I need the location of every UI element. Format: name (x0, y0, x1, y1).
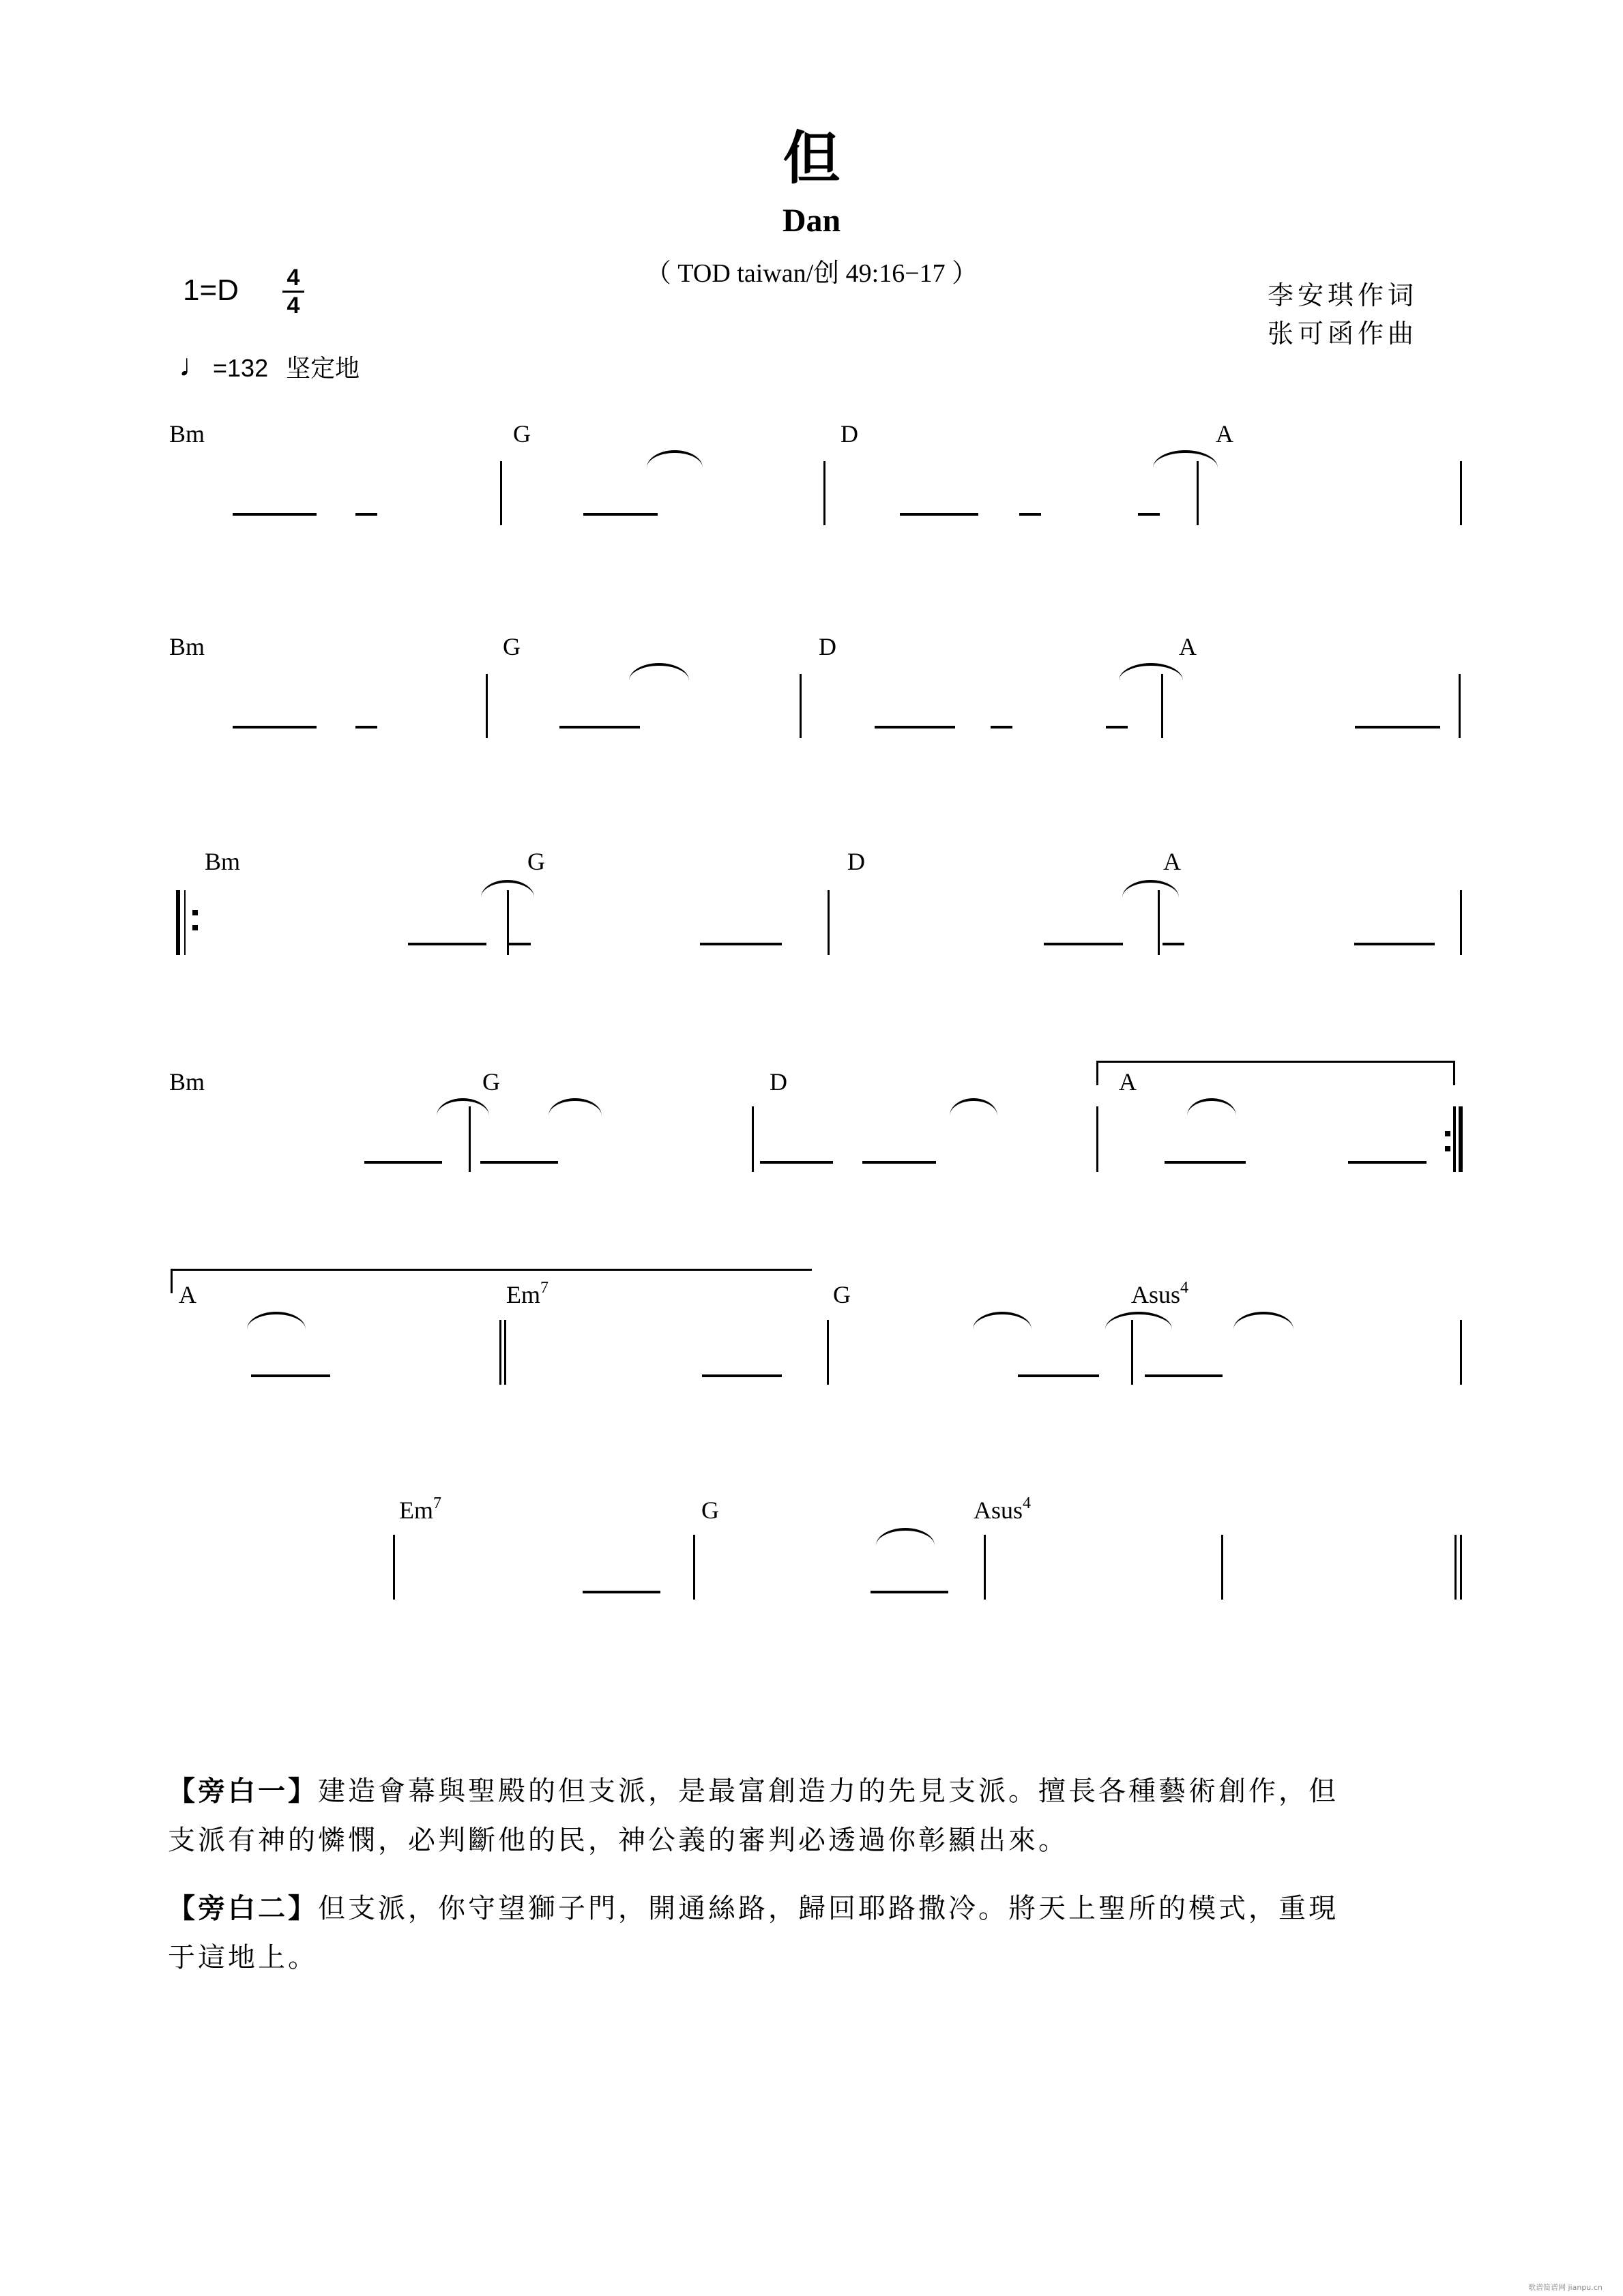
repeat-end-thin (1454, 1106, 1456, 1172)
chord-symbol: G (482, 1068, 500, 1095)
tie-slur (1122, 880, 1179, 898)
barline (827, 1320, 829, 1385)
eighth-beam (355, 726, 377, 728)
tie-slur (973, 1312, 1032, 1329)
barline (984, 1535, 986, 1600)
eighth-beam (583, 1591, 660, 1593)
eighth-beam (509, 943, 531, 945)
eighth-beam (364, 1161, 442, 1164)
tie-slur (1233, 1312, 1293, 1329)
barline (486, 674, 488, 738)
final-barline (1454, 1535, 1457, 1600)
tie-slur (876, 1528, 935, 1546)
eighth-beam (862, 1161, 936, 1164)
repeat-dot (192, 910, 198, 915)
barline (393, 1535, 395, 1600)
chord-symbol: A (1216, 420, 1233, 447)
lyricist-credit: 李安琪作词 (1268, 280, 1418, 310)
chord-symbol: G (503, 633, 521, 660)
chord-symbol: D (819, 633, 836, 660)
eighth-beam (1165, 1161, 1246, 1164)
repeat-end-thick (1459, 1106, 1463, 1172)
chord-symbol: G (527, 848, 545, 875)
narration-1-text: 建造會幕與聖殿的但支派，是最富創造力的先見支派。擅長各種藝術創作，但 (318, 1776, 1339, 1807)
eighth-beam (1138, 513, 1160, 516)
repeat-start-thin (184, 890, 186, 955)
volta-bracket (171, 1269, 812, 1271)
tie-slur (1105, 1312, 1172, 1329)
barline (1131, 1320, 1133, 1385)
tempo-bpm: =132 (213, 354, 269, 382)
chord-symbol: D (840, 420, 858, 447)
tie-slur (1153, 450, 1218, 468)
barline (823, 461, 825, 525)
chord-symbol: A (1163, 848, 1181, 875)
chord-symbol: Bm (169, 1068, 205, 1095)
eighth-beam (991, 726, 1012, 728)
chord-symbol: A (1119, 1068, 1137, 1095)
chord-symbol: A (1179, 633, 1197, 660)
eighth-beam (355, 513, 377, 516)
barline (828, 890, 830, 955)
barline (1460, 1320, 1462, 1385)
barline (1096, 1106, 1098, 1172)
double-barline (499, 1320, 501, 1385)
tie-slur (1119, 663, 1183, 681)
narration-1-text-line2: 支派有神的憐憫，必判斷他的民，神公義的審判必透過你彰顯出來。 (168, 1825, 1068, 1856)
barline (500, 461, 502, 525)
chord-symbol: D (847, 848, 865, 875)
volta-bracket-tick (171, 1269, 173, 1293)
repeat-start-thick (176, 890, 180, 955)
tie-slur (950, 1098, 997, 1116)
tie-slur (247, 1312, 306, 1329)
narration-2-tag: 【旁白二】 (168, 1892, 318, 1924)
narration-2-text-line2: 于這地上。 (168, 1942, 318, 1973)
barline (693, 1535, 695, 1600)
tempo-marking (179, 349, 360, 381)
eighth-beam (1044, 943, 1123, 945)
repeat-dot (1445, 1131, 1450, 1136)
narration-1-tag: 【旁白一】 (168, 1775, 318, 1807)
barline (1460, 890, 1462, 955)
song-source: （ TOD taiwan/创 49:16−17 ） (645, 259, 978, 288)
eighth-beam (875, 726, 955, 728)
tie-slur (1187, 1098, 1236, 1116)
barline (1460, 1535, 1462, 1600)
chord-symbol: Bm (169, 633, 205, 660)
barline (1161, 674, 1163, 738)
barline (800, 674, 802, 738)
tie-slur (647, 450, 703, 468)
eighth-beam (408, 943, 486, 945)
chord-symbol: Asus$^4$ (1131, 1279, 1189, 1308)
song-title: 但 (783, 124, 840, 192)
eighth-beam (871, 1591, 948, 1593)
eighth-beam (1019, 513, 1041, 516)
barline (507, 890, 509, 955)
quarter-note-icon: ♩ (179, 347, 210, 383)
key-signature: 1=D (183, 274, 239, 307)
eighth-beam (559, 726, 640, 728)
eighth-beam (760, 1161, 833, 1164)
tempo-expression: 坚定地 (286, 354, 360, 382)
eighth-beam (583, 513, 658, 516)
time-numerator: 4 (287, 265, 300, 291)
volta-bracket-end (1453, 1061, 1455, 1085)
double-barline (504, 1320, 506, 1385)
chord-symbol: Bm (169, 420, 205, 447)
chord-symbol: A (179, 1281, 196, 1308)
chord-symbol: G (701, 1497, 719, 1524)
volta-bracket (1096, 1061, 1453, 1063)
eighth-beam (251, 1374, 330, 1377)
eighth-beam (233, 513, 317, 516)
chord-symbol: G (833, 1281, 851, 1308)
repeat-dot (192, 925, 198, 930)
composer-credit: 张可函作曲 (1268, 319, 1418, 349)
barline (1460, 461, 1462, 525)
narration-2-text: 但支派，你守望獅子門，開通絲路，歸回耶路撒冷。將天上聖所的模式，重現 (318, 1893, 1339, 1924)
eighth-beam (1354, 943, 1435, 945)
narration-2 (168, 1884, 1464, 1982)
song-subtitle: Dan (782, 203, 841, 239)
chord-symbol: D (770, 1068, 787, 1095)
eighth-beam (1163, 943, 1184, 945)
narration-1 (168, 1767, 1464, 1865)
eighth-beam (233, 726, 317, 728)
eighth-beam (1348, 1161, 1427, 1164)
chord-symbol: Bm (205, 848, 241, 875)
eighth-beam (1106, 726, 1128, 728)
time-signature (282, 266, 304, 317)
barline (752, 1106, 754, 1172)
chord-symbol: Em$^7$ (399, 1495, 441, 1524)
eighth-beam (1355, 726, 1440, 728)
eighth-beam (900, 513, 978, 516)
repeat-dot (1445, 1146, 1450, 1151)
volta-bracket-tick (1096, 1061, 1098, 1085)
eighth-beam (700, 943, 782, 945)
barline (469, 1106, 471, 1172)
tie-slur (437, 1098, 489, 1116)
tie-slur (629, 663, 689, 681)
chord-symbol: Asus$^4$ (974, 1495, 1032, 1524)
barline (1221, 1535, 1223, 1600)
eighth-beam (1145, 1374, 1223, 1377)
barline (1459, 674, 1461, 738)
barline (1158, 890, 1160, 955)
watermark: 歌谱简谱网 jianpu.cn (1528, 2283, 1603, 2292)
eighth-beam (1018, 1374, 1099, 1377)
chord-symbol: Em$^7$ (506, 1279, 549, 1308)
eighth-beam (480, 1161, 558, 1164)
time-denominator: 4 (287, 293, 300, 319)
eighth-beam (702, 1374, 782, 1377)
barline (1197, 461, 1199, 525)
tie-slur (549, 1098, 602, 1116)
chord-symbol: G (513, 420, 531, 447)
